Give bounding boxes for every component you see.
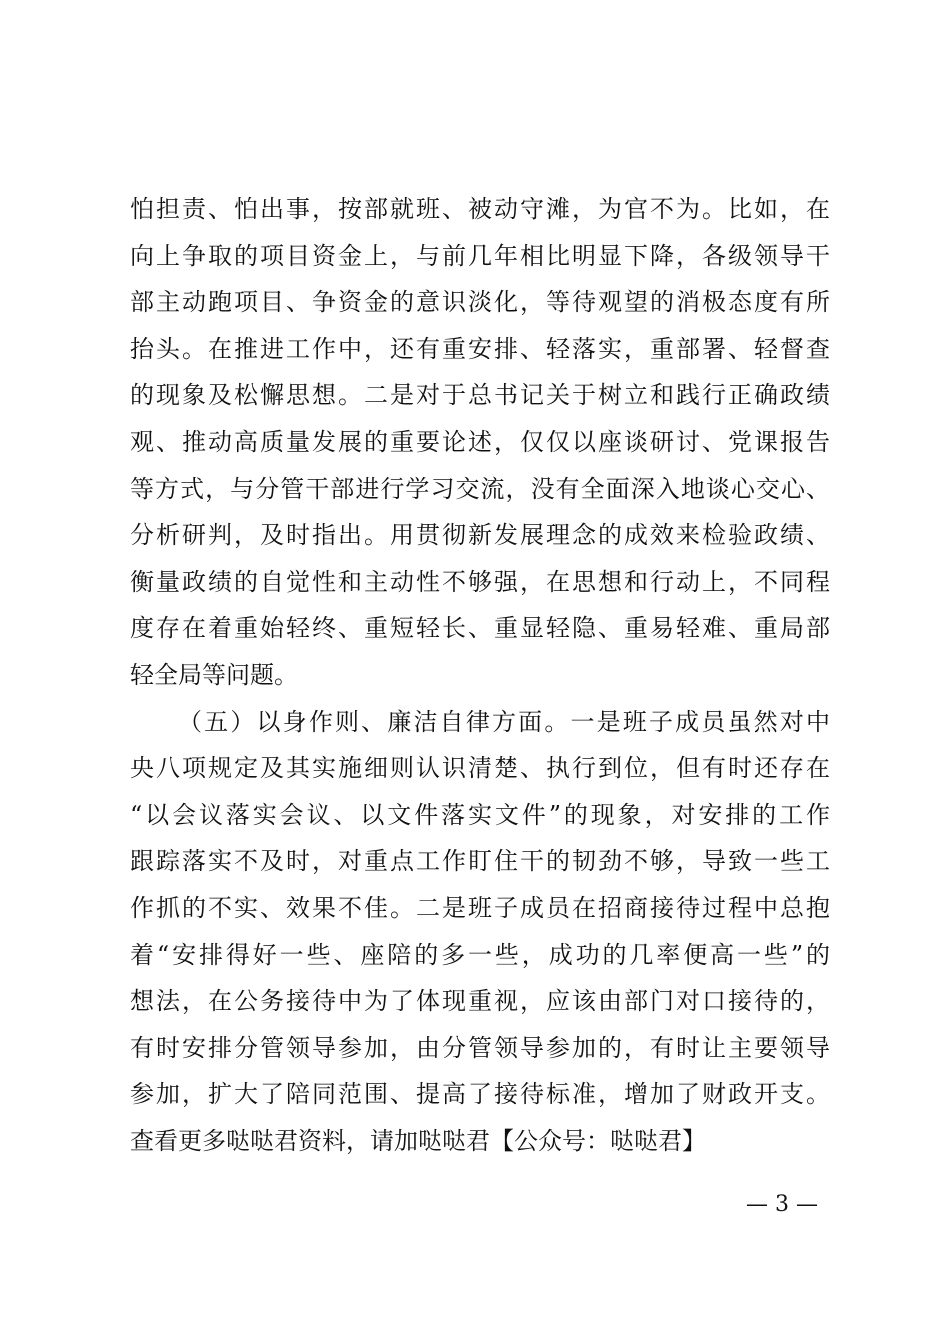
text-line: 等方式，与分管干部进行学习交流，没有全面深入地谈心交心、 [130,474,830,503]
text-line: 衡量政绩的自觉性和主动性不够强，在思想和行动上，不同程 [130,567,830,596]
text-line: 怕担责、怕出事，按部就班、被动守滩，为官不为。比如，在 [130,195,830,223]
text-line: 作抓的不实、效果不佳。二是班子成员在招商接待过程中总抱 [130,893,830,922]
text-line: 度存在着重始轻终、重短轻长、重显轻隐、重易轻难、重局部 [130,614,830,643]
text-line: 参加，扩大了陪同范围、提高了接待标准，增加了财政开支。 [130,1080,830,1109]
text-line: 分析研判，及时指出。用贯彻新发展理念的成效来检验政绩、 [130,521,830,550]
text-line: 着“安排得好一些、座陪的多一些，成功的几率便高一些”的 [130,940,830,969]
text-line: “以会议落实会议、以文件落实文件”的现象，对安排的工作 [130,800,830,829]
page-number: — 3 — [746,1192,818,1217]
text-line: 轻全局等问题。 [130,660,298,689]
text-line: 向上争取的项目资金上，与前几年相比明显下降，各级领导干 [130,241,830,270]
text-line: 的现象及松懈思想。二是对于总书记关于树立和践行正确政绩 [130,381,830,410]
text-line: 有时安排分管领导参加，由分管领导参加的，有时让主要领导 [130,1033,830,1062]
text-line: 跟踪落实不及时，对重点工作盯住干的韧劲不够，导致一些工 [130,847,830,876]
text-line: 观、推动高质量发展的重要论述，仅仅以座谈研讨、党课报告 [130,427,830,456]
body-text [130,186,830,1164]
section-heading-line: （五）以身作则、廉洁自律方面。一是班子成员虽然对中 [178,707,830,736]
text-line: 央八项规定及其实施细则认识清楚、执行到位，但有时还存在 [130,754,830,783]
text-line: 想法，在公务接待中为了体现重视，应该由部门对口接待的， [130,987,830,1016]
text-line: 抬头。在推进工作中，还有重安排、轻落实，重部署、轻督查 [130,334,830,363]
text-line: 部主动跑项目、争资金的意识淡化，等待观望的消极态度有所 [130,288,830,317]
promo-line: 查看更多哒哒君资料，请加哒哒君【公众号：哒哒君】 [130,1126,706,1155]
